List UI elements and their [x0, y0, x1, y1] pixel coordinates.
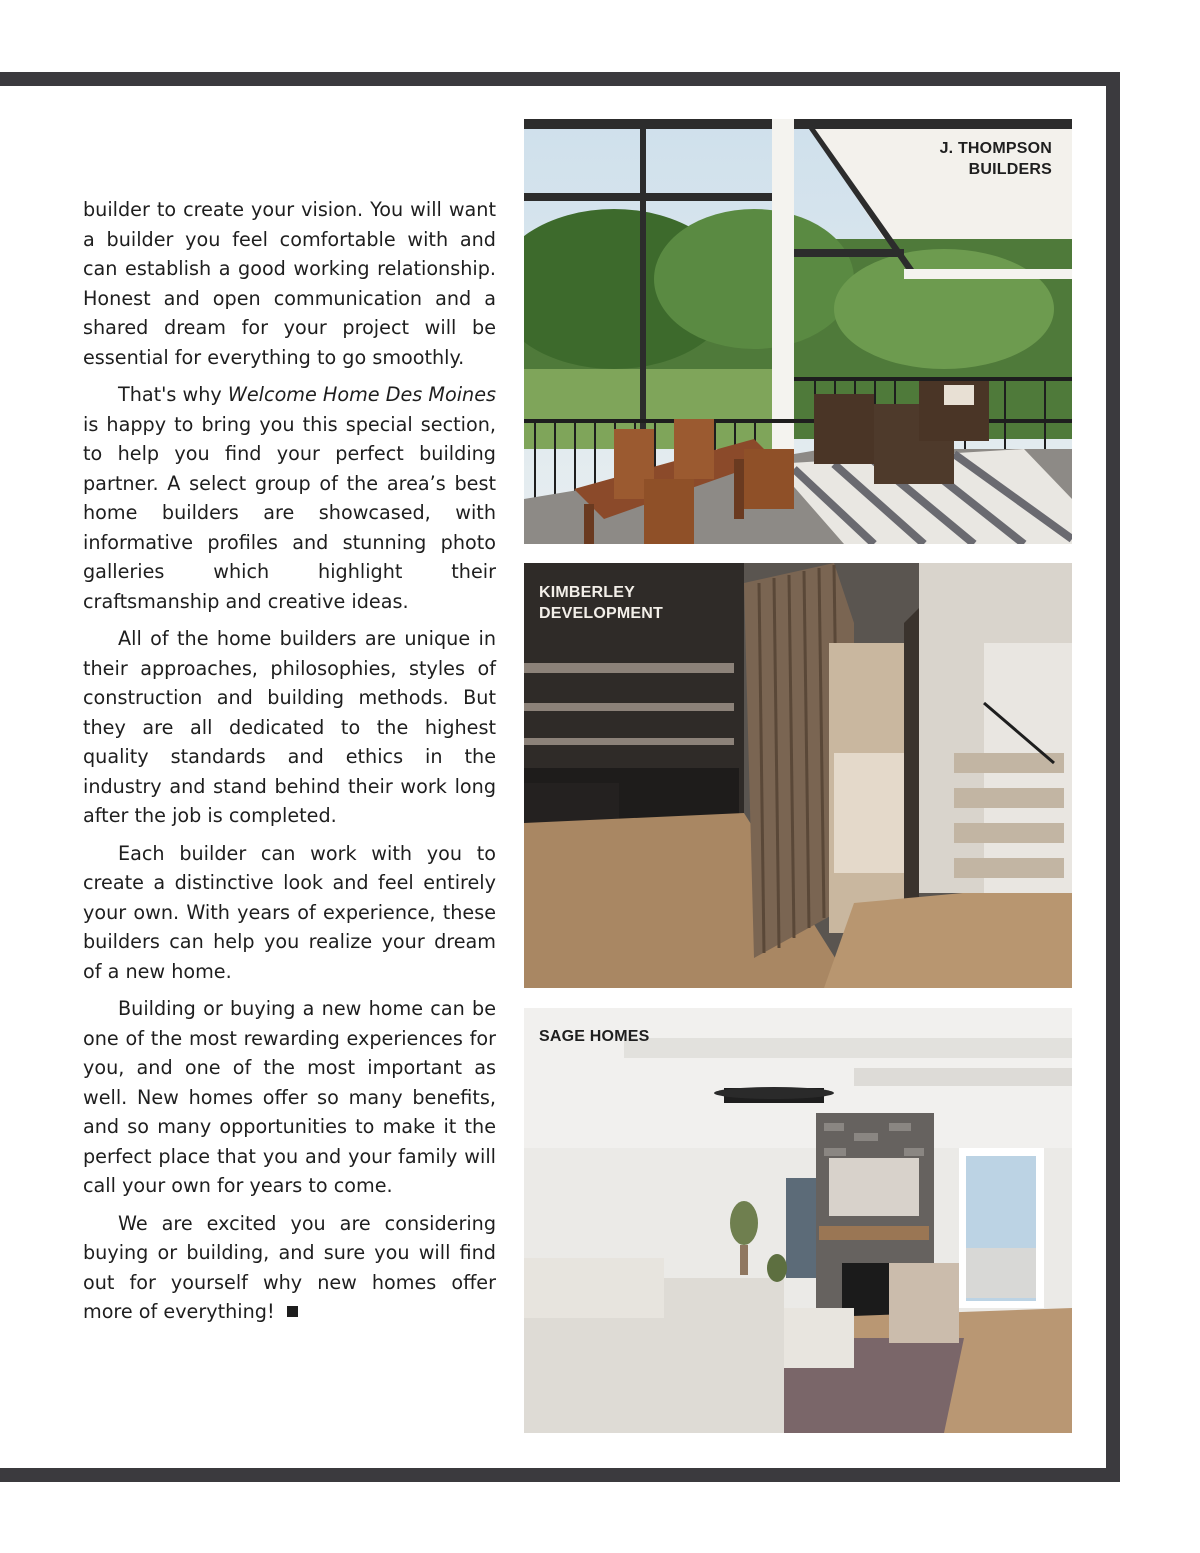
caption-line: KIMBERLEY	[539, 584, 636, 601]
article-body	[83, 195, 496, 1335]
living-room-illustration	[524, 1008, 1072, 1433]
paragraph-text: We are excited you are considering buying or building, and sure you will find out for yourself why new homes offer more of everything!	[83, 1211, 496, 1323]
article-paragraph: builder to create your vision. You will want a builder you feel comfortable with and can establish a good working relationship. Honest and open communication and a shared dream for your project will be essential for everything to go smoothly.	[83, 198, 496, 369]
page-frame-top	[0, 72, 1120, 86]
builder-caption	[539, 582, 739, 624]
basement-illustration	[524, 563, 1072, 988]
paragraph-text: is happy to bring you this special section, to help you find your perfect building partner. A select group of the area’s best home builders are showcased, with informative profiles and stunning photo galleries which highlight their craftsmanship and creative ideas.	[83, 412, 496, 613]
caption-line: DEVELOPMENT	[539, 605, 663, 622]
article-paragraph	[83, 1209, 496, 1327]
screened-porch-illustration	[524, 119, 1072, 544]
caption-line: SAGE HOMES	[539, 1028, 650, 1045]
caption-line: BUILDERS	[968, 161, 1052, 178]
article-paragraph: All of the home builders are unique in their approaches, philosophies, styles of construction and building methods. But they are all dedicated to the highest quality standards and ethics in the industry and stand behind their work long after the job is completed.	[83, 627, 496, 827]
page-frame-right	[1106, 72, 1120, 1482]
builder-caption	[852, 138, 1052, 180]
builder-caption	[539, 1026, 739, 1047]
page-frame-bottom	[0, 1468, 1120, 1482]
publication-name: Welcome Home Des Moines	[227, 383, 496, 406]
photo-living-room	[524, 1008, 1072, 1433]
caption-line: J. THOMPSON	[939, 140, 1052, 157]
paragraph-text: That's why	[118, 383, 228, 406]
article-paragraph: Each builder can work with you to create a distinctive look and feel entirely your own. With years of experience, these builders can help you realize your dream of a new home.	[83, 841, 496, 983]
photo-basement-hidden-door	[524, 563, 1072, 988]
end-of-article-square-icon	[287, 1306, 298, 1317]
article-paragraph: Building or buying a new home can be one of the most rewarding experiences for you, and one of the most important as well. New homes offer so many benefits, and so many opportunities to make it the perfect place that you and your family will call your own for years to come.	[83, 997, 496, 1197]
article-paragraph	[83, 380, 496, 616]
photo-screened-porch	[524, 119, 1072, 544]
